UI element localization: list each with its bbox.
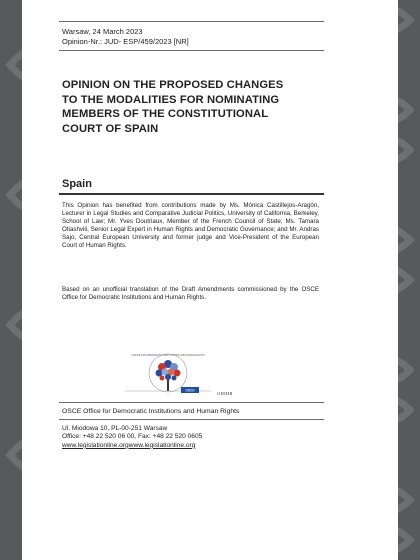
document-header — [62, 27, 189, 46]
tree-icon — [156, 360, 181, 391]
phone-fax-line: Office: +48 22 520 06 00, Fax: +48 22 520 0605 — [62, 433, 203, 441]
title-line: TO THE MODALITIES FOR NOMINATING — [62, 93, 280, 106]
translation-note: Based on an unofficial translation of the Draft Amendments commissioned by the OSCE Office for Democratic Institutions and Human Rights. — [62, 286, 319, 301]
header-rule — [59, 50, 324, 51]
contributions-paragraph: This Opinion has benefited from contributions made by Ms. Mónica Castillejos-Aragón, Lecturer in Legal Studies and Comparative Judicial Politics, University of California, Berkeley, School of Law; Mr. Yves Doutriaux, Member of the French Council of State; Ms. Tamara Otiashvili, Senior Legal Expert in Human Rights and Democratic Governance; and Mr. Andras Sajo, Central European University and former judge and Vice-President of the European Court of Human Rights. — [62, 202, 319, 249]
contact-block — [62, 425, 202, 450]
footer-top-rule — [59, 402, 324, 403]
document-page — [22, 0, 398, 560]
title-line: COURT OF SPAIN — [62, 122, 159, 135]
country-heading: Spain — [62, 178, 92, 190]
logo-ring-text: OFFICE FOR DEMOCRATIC INSTITUTIONS AND HUMAN RIGHTS — [131, 354, 205, 358]
document-title — [62, 78, 322, 136]
address-line: Ul. Miodowa 10, PL-00-251 Warsaw — [62, 425, 168, 432]
title-line: OPINION ON THE PROPOSED CHANGES — [62, 79, 284, 91]
website-link[interactable]: www.legislationline.orgwww.legislationline.org — [62, 441, 196, 449]
date-line: Warsaw, 24 March 2023 — [62, 27, 143, 36]
odihr-label: ODIHR — [217, 391, 233, 396]
country-rule — [59, 193, 324, 195]
osce-mark-label: osce — [185, 387, 195, 393]
opinion-number: Opinion-Nr.: JUD- ESP/459/2023 [NR] — [62, 36, 189, 46]
top-rule — [59, 21, 324, 22]
title-line: MEMBERS OF THE CONSTITUTIONAL — [62, 108, 269, 120]
odihr-logo — [120, 352, 216, 402]
osce-mark-icon — [181, 387, 199, 393]
office-name: OSCE Office for Democratic Institutions and Human Rights — [62, 408, 240, 415]
footer-mid-rule — [59, 419, 324, 420]
